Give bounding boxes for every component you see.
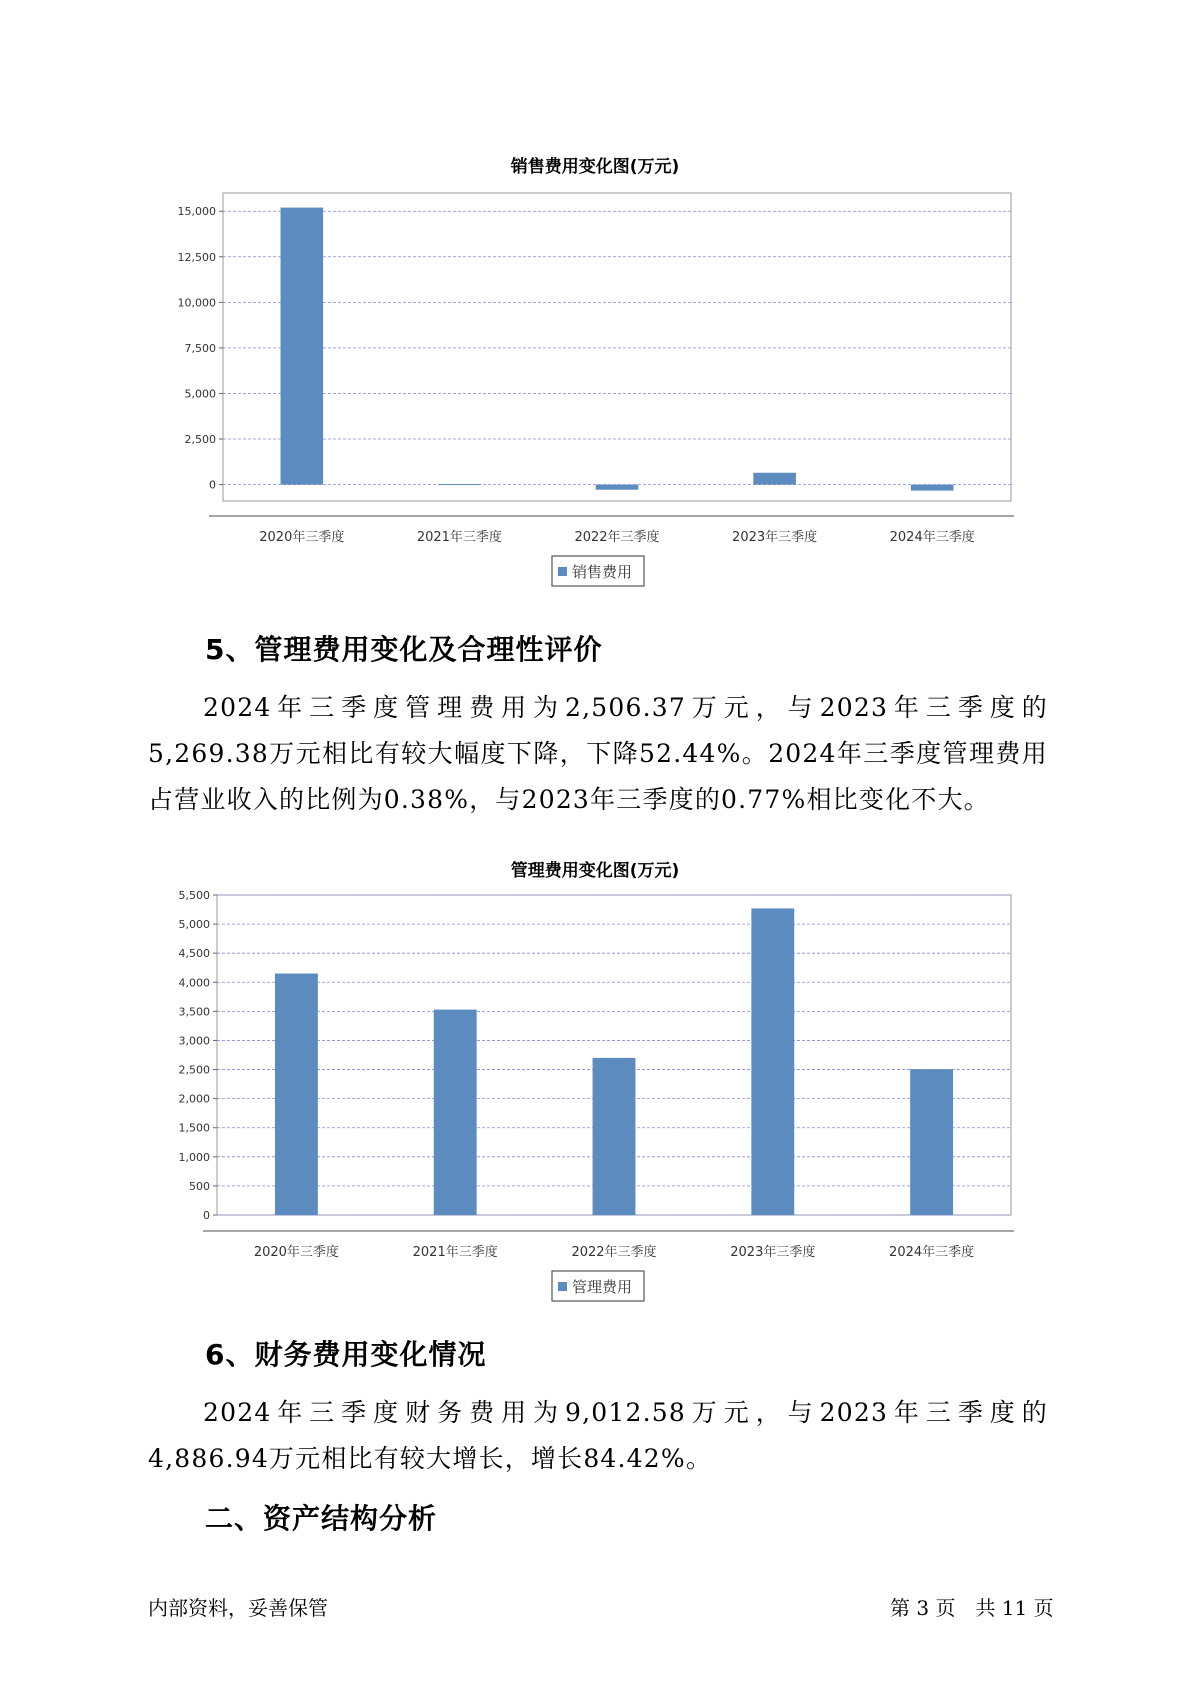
- y-tick-label: 1,500: [178, 1121, 210, 1135]
- y-tick-label: 3,000: [178, 1034, 210, 1048]
- x-tick-label: 2022年三季度: [571, 1245, 657, 1260]
- x-tick-label: 2022年三季度: [574, 530, 660, 545]
- section-5-paragraph: 2024年三季度管理费用为2,506.37万元，与2023年三季度的5,269.38万元相比有较大幅度下降，下降52.44%。2024年三季度管理费用占营业收入的比例为0.38%，与2023年三季度的0.77%相比变化不大。: [148, 693, 1048, 814]
- legend-label: 管理费用: [572, 1278, 633, 1296]
- footer-confidential: 内部资料，妥善保管: [148, 1596, 328, 1620]
- y-tick-label: 0: [209, 478, 216, 492]
- bar: [753, 473, 796, 485]
- admin-expense-chart: [0, 838, 1191, 1308]
- y-tick-label: 5,000: [178, 918, 210, 932]
- x-tick-label: 2023年三季度: [730, 1245, 816, 1260]
- bar: [281, 208, 324, 485]
- bar: [438, 484, 481, 485]
- x-tick-label: 2020年三季度: [253, 1245, 339, 1260]
- admin-expense-chart-svg: [0, 838, 1191, 1308]
- section-6-heading: 6、财务费用变化情况: [205, 1338, 487, 1371]
- legend-label: 销售费用: [572, 563, 633, 581]
- y-tick-label: 5,500: [178, 889, 210, 902]
- bar: [751, 908, 794, 1215]
- y-tick-label: 1,000: [178, 1150, 210, 1164]
- x-tick-label: 2024年三季度: [889, 530, 975, 545]
- y-tick-label: 2,500: [178, 1063, 210, 1077]
- y-tick-label: 500: [189, 1179, 210, 1193]
- section-6-paragraph: 2024年三季度财务费用为9,012.58万元，与2023年三季度的4,886.94万元相比有较大增长，增长84.42%。: [148, 1398, 1048, 1473]
- y-tick-label: 3,500: [178, 1005, 210, 1019]
- section-5-heading: 5、管理费用变化及合理性评价: [205, 633, 603, 666]
- y-tick-label: 2,500: [184, 433, 216, 447]
- y-tick-label: 15,000: [177, 205, 216, 219]
- sales-expense-chart-svg: [0, 130, 1191, 600]
- y-tick-label: 5,000: [184, 387, 216, 401]
- plot-area: [223, 193, 1011, 501]
- y-tick-label: 10,000: [177, 296, 216, 310]
- y-tick-label: 2,000: [178, 1092, 210, 1106]
- footer-page-number: 第 3 页 共 11 页: [890, 1596, 1054, 1620]
- chart-title: 管理费用变化图(万元): [510, 861, 680, 881]
- y-tick-label: 0: [203, 1209, 210, 1222]
- y-tick-label: 4,500: [178, 947, 210, 961]
- bar: [910, 1069, 953, 1215]
- y-tick-label: 7,500: [184, 341, 216, 355]
- legend-swatch: [558, 567, 567, 576]
- bar: [596, 485, 639, 490]
- y-tick-label: 12,500: [177, 250, 216, 264]
- sales-expense-chart: [0, 130, 1191, 600]
- x-tick-label: 2021年三季度: [416, 530, 502, 545]
- bar: [434, 1010, 477, 1215]
- bar: [275, 974, 318, 1215]
- x-tick-label: 2024年三季度: [889, 1245, 975, 1260]
- bar: [593, 1058, 636, 1215]
- x-tick-label: 2021年三季度: [412, 1245, 498, 1260]
- legend-swatch: [558, 1282, 567, 1291]
- y-tick-label: 4,000: [178, 976, 210, 990]
- x-tick-label: 2023年三季度: [732, 530, 818, 545]
- section-2-heading: 二、资产结构分析: [205, 1502, 438, 1535]
- chart-title: 销售费用变化图(万元): [510, 157, 680, 177]
- bar: [911, 485, 954, 491]
- x-tick-label: 2020年三季度: [259, 530, 345, 545]
